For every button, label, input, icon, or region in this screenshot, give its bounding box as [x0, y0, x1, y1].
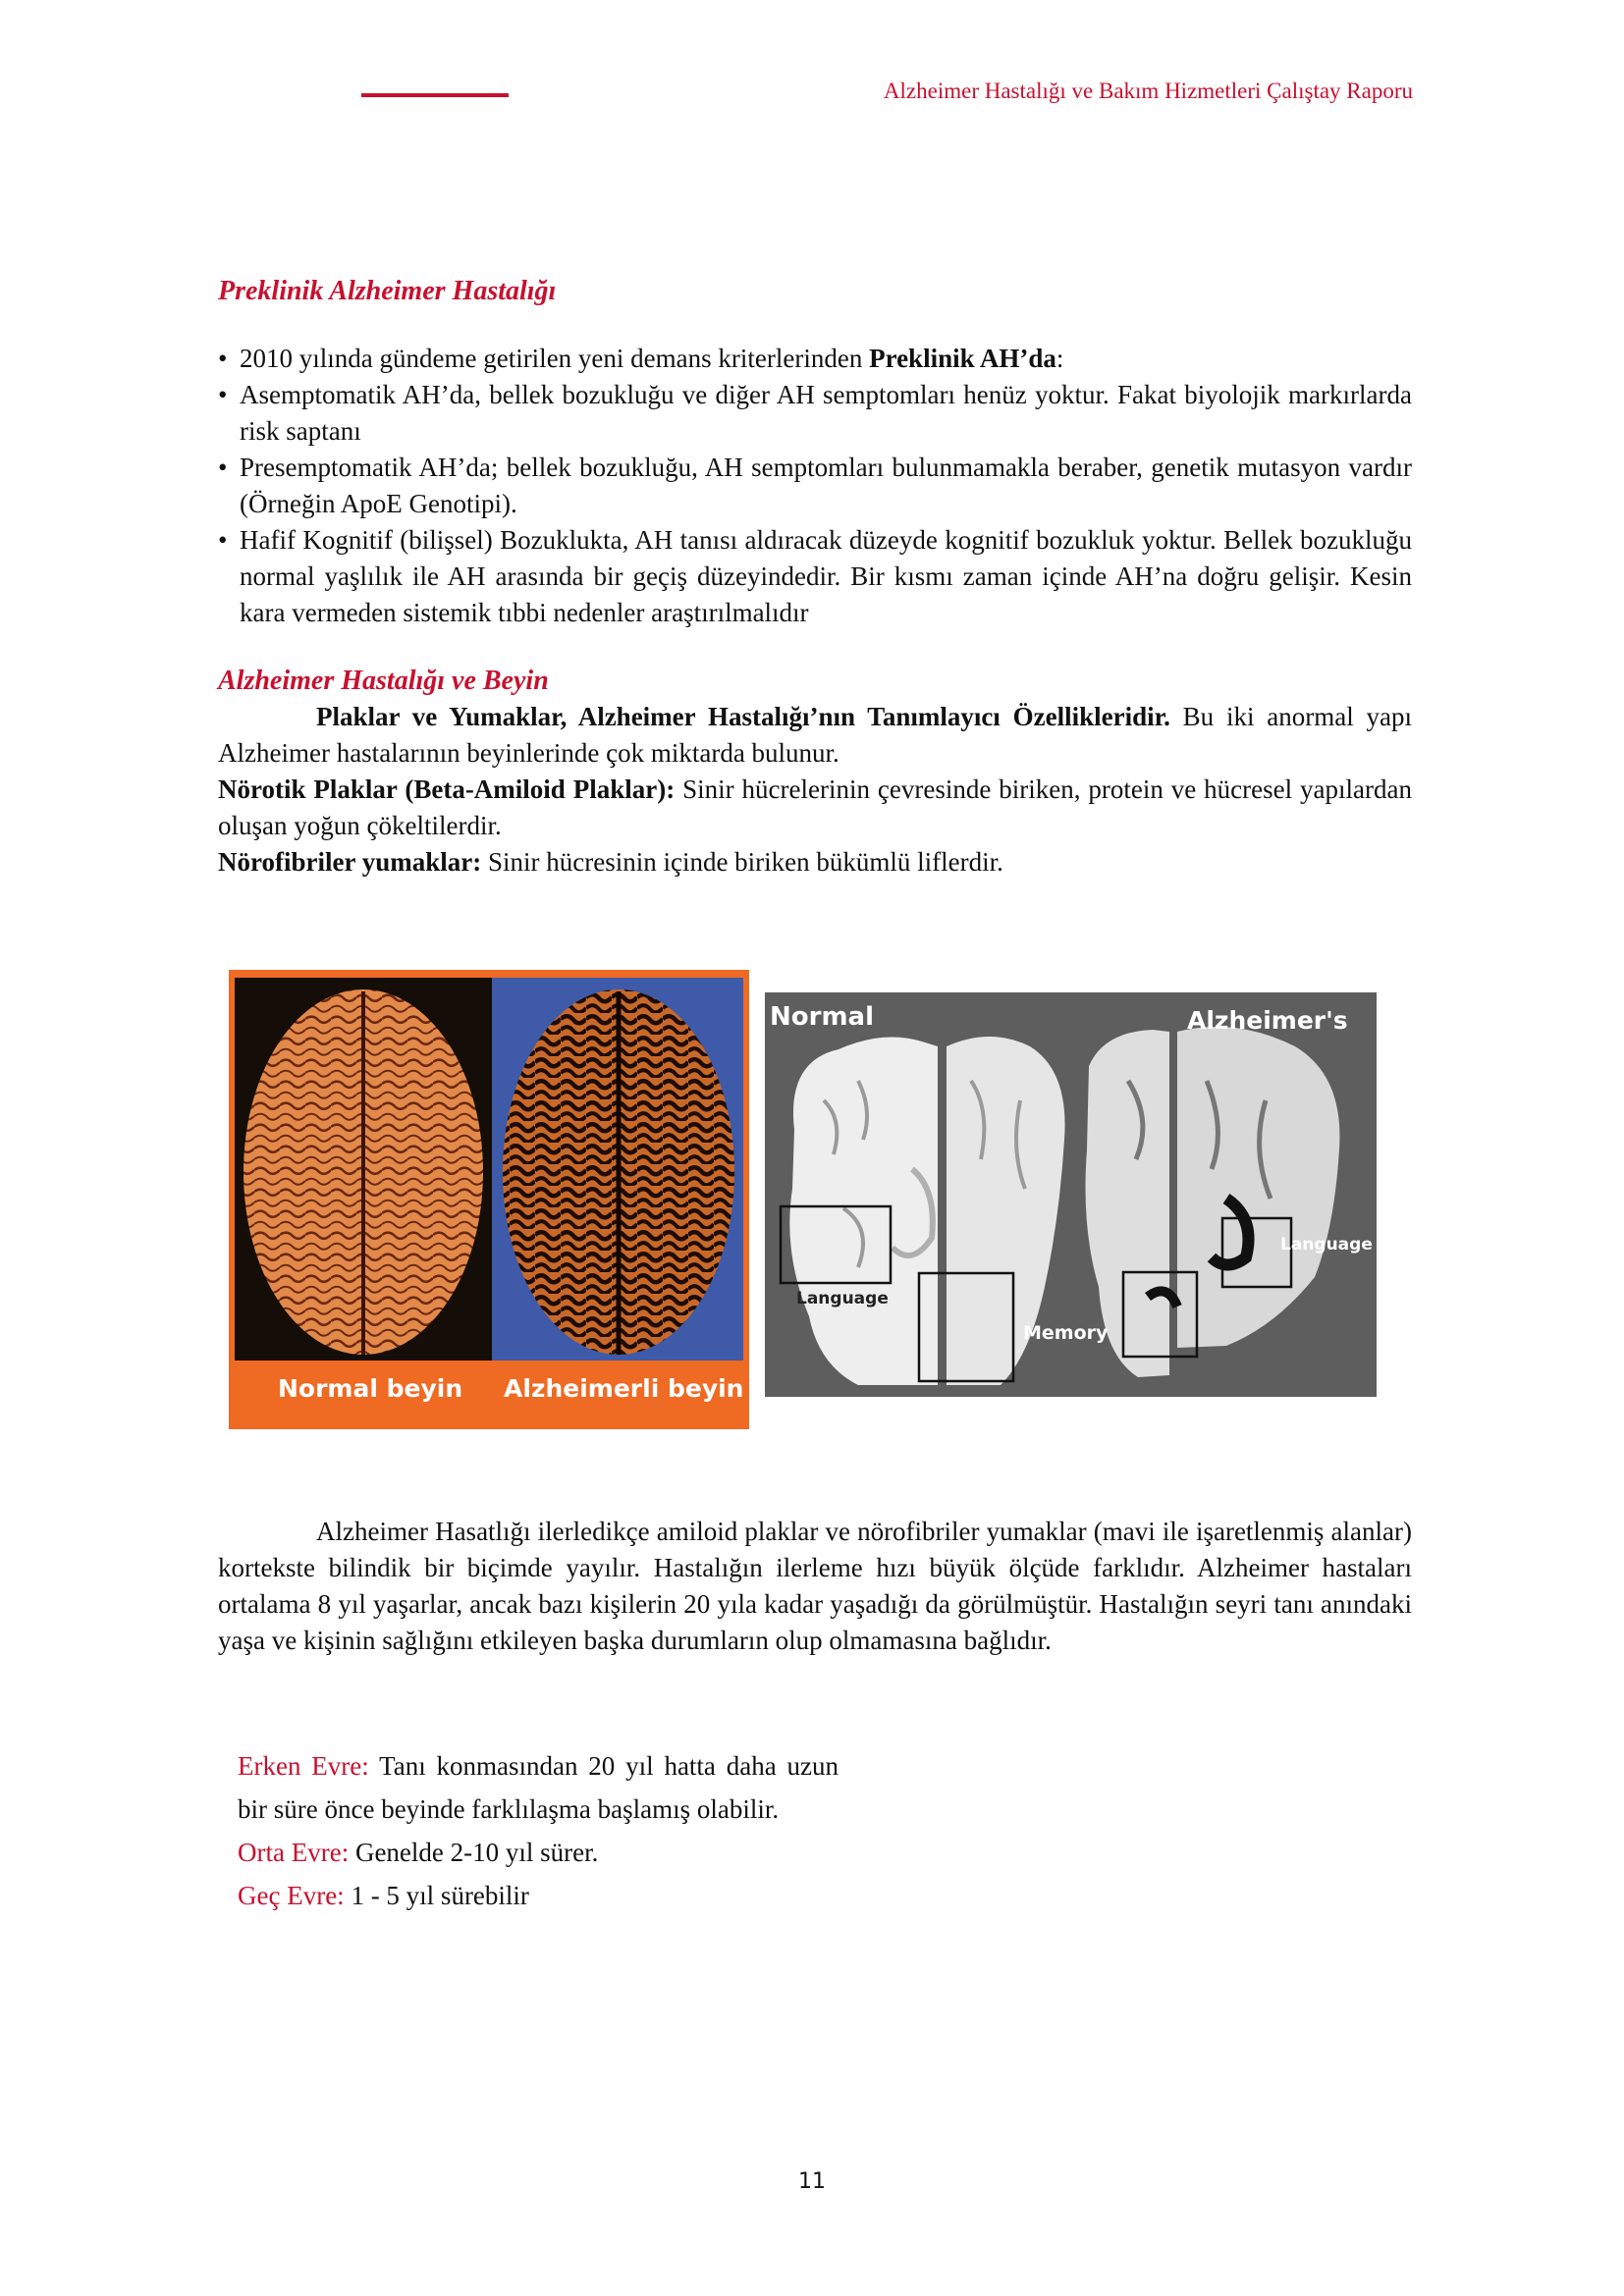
brain-comparison-figure: [229, 970, 749, 1429]
label-memory: Memory: [1023, 1322, 1109, 1344]
normal-brain-image: [244, 989, 483, 1355]
caption-normal-brain: Normal beyin: [278, 1374, 463, 1403]
paragraph-norotik: Nörotik Plaklar (Beta-Amiloid Plaklar): Sinir hücrelerinin çevresinde biriken, protein ve hücresel yapılardan oluşan yoğun çökeltilerdir.: [218, 774, 1412, 840]
section-heading-preklinik: Preklinik Alzheimer Hastalığı: [218, 276, 557, 306]
section-heading-beyin: Alzheimer Hastalığı ve Beyin: [218, 666, 549, 696]
bullet-item: • 2010 yılında gündeme getirilen yeni demans kriterlerinden Preklinik AH’da:: [218, 344, 1064, 373]
stage-middle: Orta Evre: Genelde 2-10 yıl sürer.: [238, 1838, 599, 1867]
alzheimer-brain-image: [503, 989, 734, 1355]
label-normal: Normal: [770, 1002, 874, 1032]
page-number: 11: [798, 2169, 826, 2194]
bullet-item: • Asemptomatik AH’da, bellek bozukluğu ve diğer AH semptomları henüz yoktur. Fakat biyolojik markırlarda risk saptanı: [218, 380, 1412, 446]
label-alzheimers: Alzheimer's: [1187, 1006, 1348, 1035]
label-language-right: Language: [1280, 1235, 1373, 1255]
stage-late: Geç Evre: 1 - 5 yıl sürebilir: [238, 1881, 529, 1910]
caption-alzheimer-brain: Alzheimerli beyin: [504, 1374, 744, 1403]
stages-list: [238, 1744, 839, 1917]
brain-slice-figure: [765, 992, 1377, 1397]
header-rule: [361, 93, 509, 97]
header-title: Alzheimer Hastalığı ve Bakım Hizmetleri Çalıştay Raporu: [883, 79, 1413, 103]
bullet-item: • Presemptomatik AH’da; bellek bozukluğu, AH semptomları bulunmamakla beraber, genetik mutasyon vardır (Örneğin ApoE Genotipi).: [218, 453, 1412, 518]
stage-early: Erken Evre: Tanı konmasından 20 yıl hatta daha uzun bir süre önce beyinde farklılaşma başlamış olabilir.: [238, 1751, 839, 1824]
paragraph-progression: Alzheimer Hasatlığı ilerledikçe amiloid plaklar ve nörofibriler yumaklar (mavi ile işaretlenmiş alanlar) kortekste bilindik bir biçimde yayılır. Hastalığın ilerleme hızı büyük ölçüde farklıdır. Alzheimer hastaları ortalama 8 yıl yaşarlar, ancak bazı kişilerin 20 yıla kadar yaşadığı da görülmüştür. Hastalığın seyri tanı anındaki yaşa ve kişinin sağlığını etkileyen başka durumların olup olmamasına bağlıdır.: [218, 1517, 1412, 1655]
paragraph-norofibriler: Nörofibriler yumaklar: Sinir hücresinin içinde biriken bükümlü liflerdir.: [218, 847, 1003, 877]
paragraph-plaklar: Plaklar ve Yumaklar, Alzheimer Hastalığı’nın Tanımlayıcı Özellikleridir. Bu iki anormal yapı Alzheimer hastalarının beyinlerinde çok miktarda bulunur.: [218, 702, 1412, 768]
main-content: [218, 273, 1412, 881]
bullet-item: • Hafif Kognitif (bilişsel) Bozuklukta, AH tanısı aldıracak düzeyde kognitif bozukluk yoktur. Bellek bozukluğu normal yaşlılık ile AH arasında bir geçiş düzeyindedir. Bir kısmı zaman içinde AH’na doğru gelişir. Kesin kara vermeden sistemik tıbbi nedenler araştırılmalıdır: [218, 525, 1412, 627]
label-language-left: Language: [796, 1289, 889, 1308]
